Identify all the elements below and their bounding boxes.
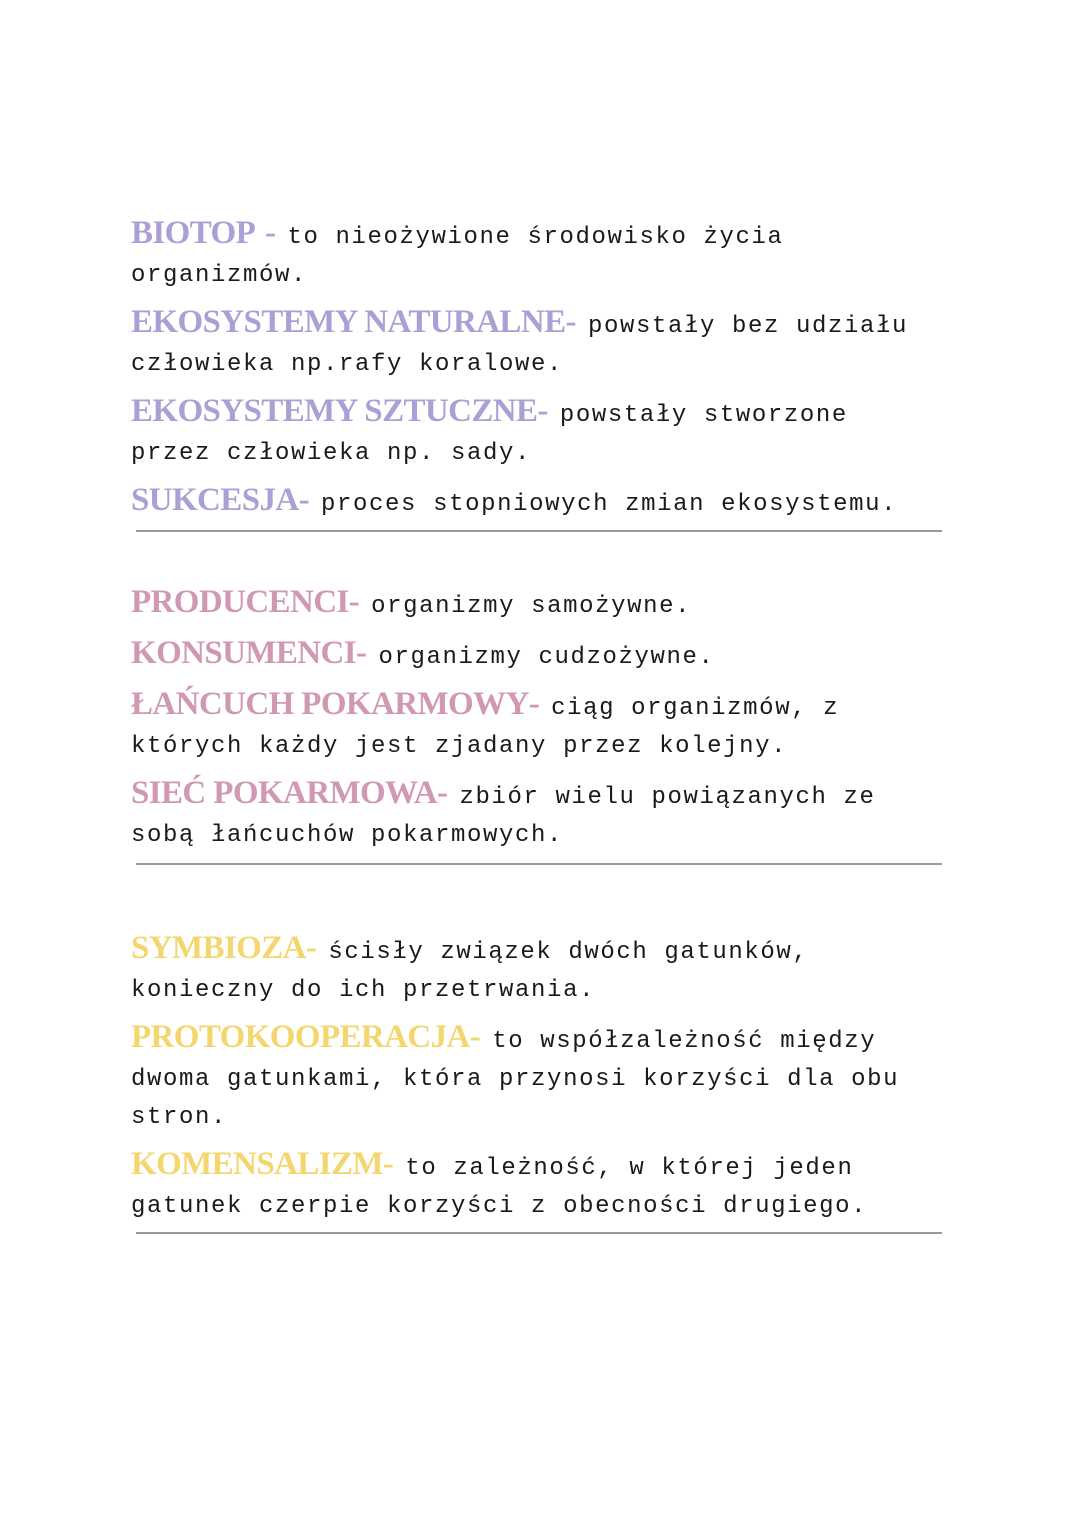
definition-komensalizm: [131, 1145, 931, 1226]
definition-text: proces stopniowych zmian ekosystemu.: [321, 491, 898, 518]
term: SUKCESJA: [131, 482, 299, 518]
term: KOMENSALIZM: [131, 1146, 383, 1182]
term-separator: -: [305, 930, 329, 966]
term-separator: -: [469, 1019, 493, 1055]
definition-ekosystemy-naturalne: [131, 303, 931, 384]
term-separator: -: [565, 304, 588, 340]
divider: [136, 530, 942, 532]
definition-protokooperacja: [131, 1018, 931, 1137]
term: EKOSYSTEMY NATURALNE: [131, 304, 566, 340]
term: PROTOKOOPERACJA: [131, 1019, 470, 1055]
definition-ekosystemy-sztuczne: [131, 392, 931, 473]
definition-sukcesja: [131, 481, 931, 524]
term: SYMBIOZA: [131, 930, 306, 966]
definition-text: to nieożywione środowisko życia organizmów.: [131, 224, 784, 289]
term: KONSUMENCI: [131, 635, 357, 671]
section-interactions: [131, 929, 931, 1226]
term: ŁAŃCUCH POKARMOWY: [131, 686, 529, 722]
definition-text: powstały bez udziału człowieka np.rafy koralowe.: [131, 313, 908, 378]
definition-text: ścisły związek dwóch gatunków, konieczny do ich przetrwania.: [131, 939, 809, 1004]
definition-text: ciąg organizmów, z których każdy jest zjadany przez kolejny.: [131, 695, 840, 760]
definition-konsumenci: [131, 634, 931, 677]
definition-siec-pokarmowa: [131, 774, 931, 855]
term-separator: -: [537, 393, 560, 429]
term-separator: -: [437, 775, 460, 811]
definition-text: organizmy samożywne.: [371, 593, 692, 620]
term: EKOSYSTEMY SZTUCZNE: [131, 393, 538, 429]
definition-biotop: [131, 214, 931, 295]
section-ecosystems: [131, 214, 931, 524]
definition-text: zbiór wielu powiązanych ze sobą łańcuchów pokarmowych.: [131, 784, 876, 849]
definition-text: to zależność, w której jeden gatunek czerpie korzyści z obecności drugiego.: [131, 1155, 868, 1220]
term: PRODUCENCI: [131, 584, 349, 620]
definition-text: to współzależność między dwoma gatunkami, która przynosi korzyści dla obu stron.: [131, 1028, 900, 1131]
term: SIEĆ POKARMOWA: [131, 775, 438, 811]
term-separator: -: [382, 1146, 406, 1182]
definition-text: powstały stworzone przez człowieka np. sady.: [131, 402, 848, 467]
divider: [136, 1232, 942, 1234]
divider: [136, 863, 942, 865]
definition-producenci: [131, 583, 931, 626]
term-separator: -: [356, 635, 379, 671]
term-separator: -: [255, 215, 288, 251]
definition-lancuch-pokarmowy: [131, 685, 931, 766]
term-separator: -: [348, 584, 372, 620]
definition-text: organizmy cudzożywne.: [378, 644, 715, 671]
section-food-chains: [131, 583, 931, 855]
definition-symbioza: [131, 929, 931, 1010]
term-separator: -: [298, 482, 322, 518]
term: BIOTOP: [131, 215, 256, 251]
term-separator: -: [528, 686, 552, 722]
